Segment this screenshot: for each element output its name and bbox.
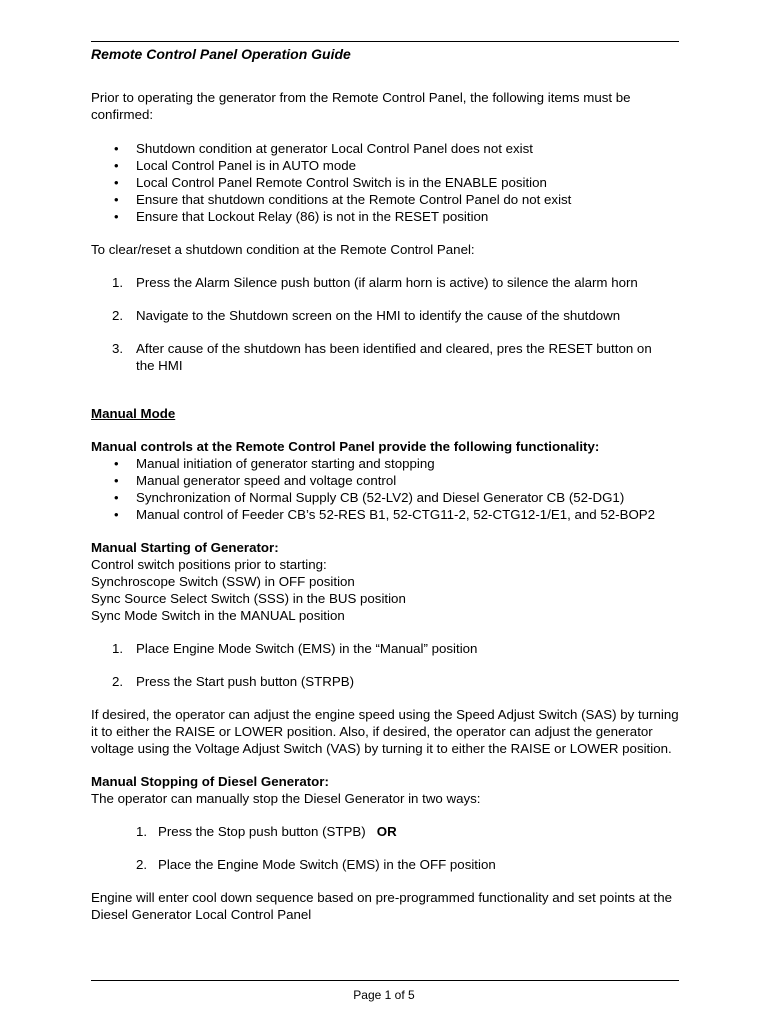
stopping-heading: Manual Stopping of Diesel Generator: [91,774,329,789]
header-rule [91,41,679,42]
step-text: Navigate to the Shutdown screen on the HMI to identify the cause of the shutdown [136,308,621,323]
step-text: After cause of the shutdown has been identified and cleared, pres the RESET button on the HMI [136,341,652,373]
cooldown-paragraph: Engine will enter cool down sequence based on pre-programmed functionality and set points at the Diesel Generator Local Control Panel [91,890,672,922]
step-number: 1. [112,641,124,656]
prereq-list [91,140,691,225]
list-item [91,307,691,324]
manual-controls-list [91,455,691,523]
step-number: 2. [136,857,148,872]
list-item: • Ensure that Lockout Relay (86) is not in the RESET position [91,208,691,225]
adjust-paragraph: If desired, the operator can adjust the engine speed using the Speed Adjust Switch (SAS) by turning it to either the RAISE or LOWER position. Also, if desired, the operator can adjust the generator voltage using the Voltage Adjust Switch (VAS) by turning it to either the RAISE or LOWER position. [91,707,679,756]
page-title: Remote Control Panel Operation Guide [91,46,351,62]
step-text: Press the Stop push button (STPB) [158,824,366,839]
intro-paragraph: Prior to operating the generator from the Remote Control Panel, the following items must be confirmed: [91,90,631,122]
or-label: OR [376,824,397,839]
starting-line: Sync Source Select Switch (SSS) in the BUS position [91,591,406,606]
list-item: • Local Control Panel Remote Control Switch is in the ENABLE position [91,174,691,191]
starting-line: Sync Mode Switch in the MANUAL position [91,608,345,623]
step-number: 1. [136,824,148,839]
starting-line: Control switch positions prior to starting: [91,557,327,572]
list-item [91,823,691,840]
stopping-intro: The operator can manually stop the Diesel Generator in two ways: [91,791,481,806]
stopping-steps [91,823,691,873]
manual-controls-heading: Manual controls at the Remote Control Panel provide the following functionality: [91,439,600,454]
list-item: • Synchronization of Normal Supply CB (52-LV2) and Diesel Generator CB (52-DG1) [91,489,691,506]
list-item: • Shutdown condition at generator Local Control Panel does not exist [91,140,691,157]
list-item [91,640,691,657]
step-text: Place the Engine Mode Switch (EMS) in the OFF position [158,857,496,872]
list-item [91,274,691,291]
starting-line: Synchroscope Switch (SSW) in OFF position [91,574,355,589]
clear-steps [91,274,691,374]
step-number: 3. [112,341,124,356]
document-body [91,46,691,923]
starting-steps [91,640,691,690]
list-item [91,856,691,873]
list-item: • Manual control of Feeder CB’s 52-RES B1, 52-CTG11-2, 52-CTG12-1/E1, and 52-BOP2 [91,506,691,523]
footer-rule [91,980,679,981]
list-item [91,340,691,374]
step-number: 2. [112,308,124,323]
step-text: Press the Alarm Silence push button (if alarm horn is active) to silence the alarm horn [136,275,638,290]
page-number: Page 1 of 5 [353,988,415,1002]
step-number: 1. [112,275,124,290]
step-text: Place Engine Mode Switch (EMS) in the “Manual” position [136,641,478,656]
list-item: • Local Control Panel is in AUTO mode [91,157,691,174]
manual-mode-heading: Manual Mode [91,406,176,421]
clear-intro: To clear/reset a shutdown condition at the Remote Control Panel: [91,242,475,257]
step-text: Press the Start push button (STRPB) [136,674,355,689]
list-item: • Manual generator speed and voltage control [91,472,691,489]
starting-heading: Manual Starting of Generator: [91,540,279,555]
list-item [91,673,691,690]
list-item: • Ensure that shutdown conditions at the Remote Control Panel do not exist [91,191,691,208]
step-number: 2. [112,674,124,689]
list-item: • Manual initiation of generator starting and stopping [91,455,691,472]
